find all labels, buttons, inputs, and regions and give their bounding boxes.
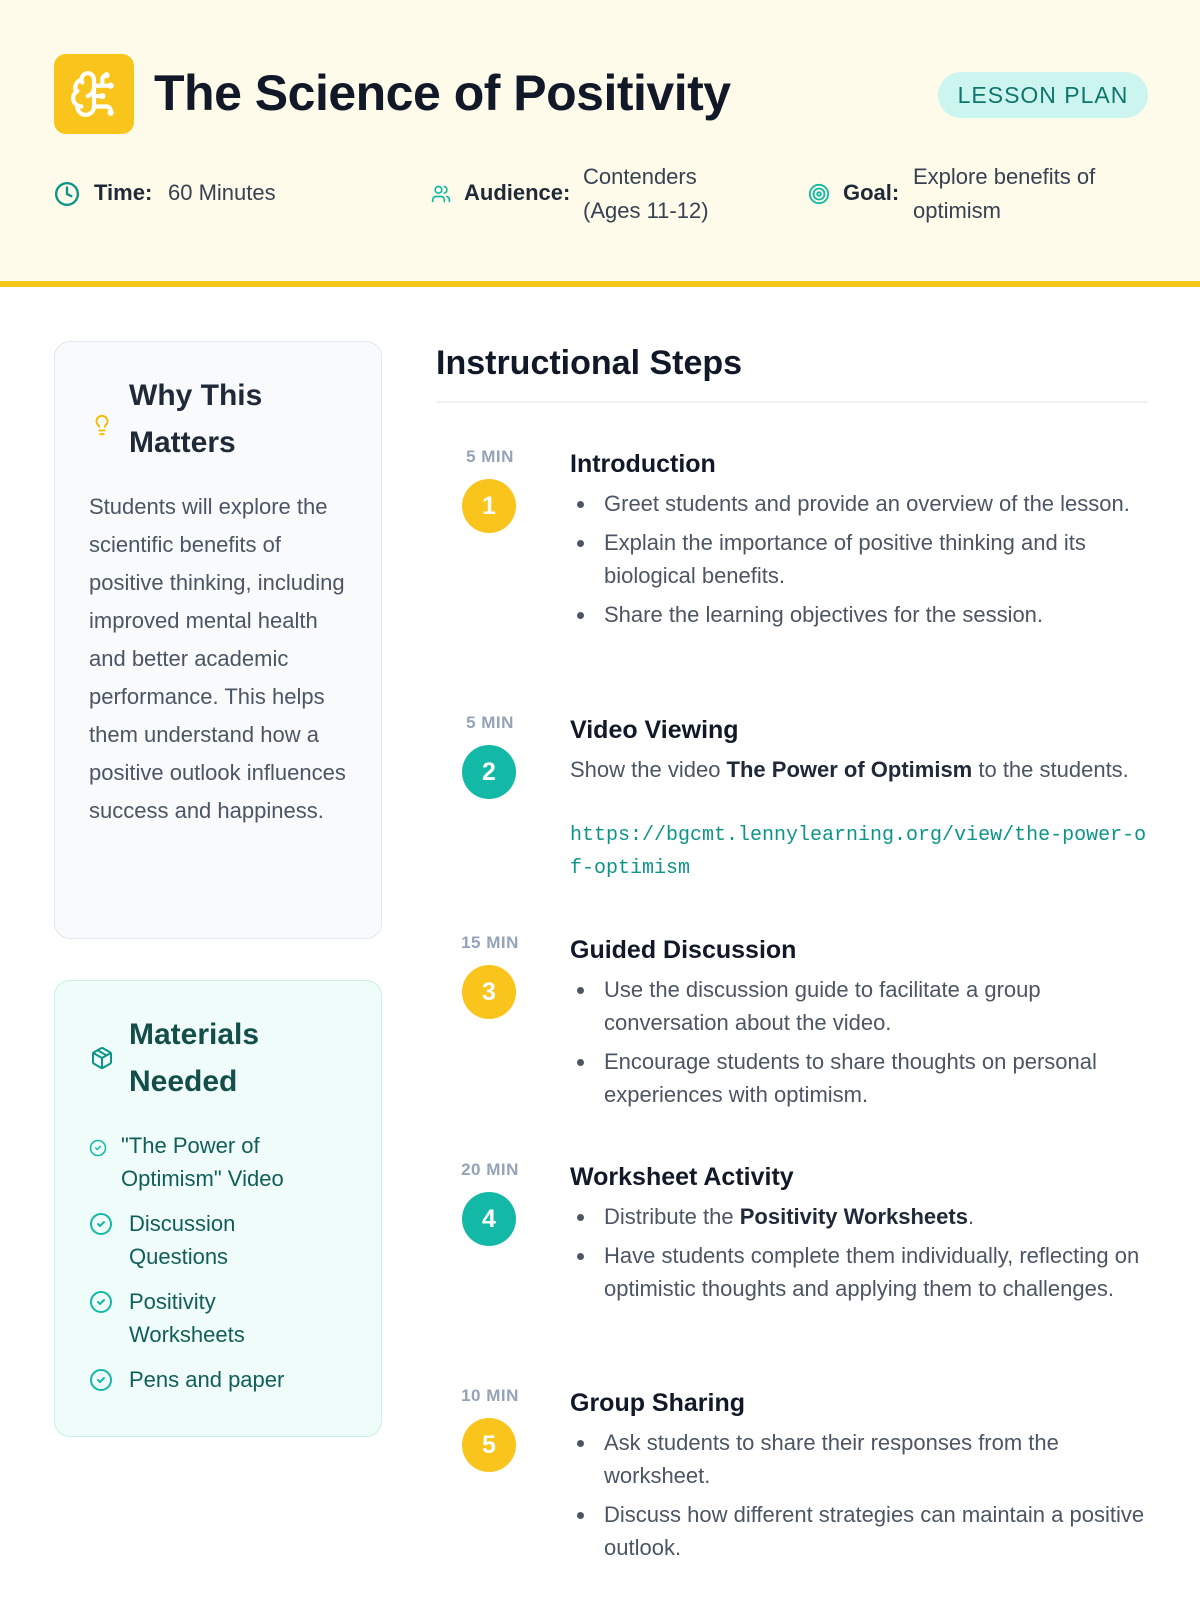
divider [436,401,1148,403]
goal-value: Explore benefits of optimism [913,164,1096,223]
lesson-header [0,0,1200,287]
step-duration: 5 MIN [466,447,514,466]
clock-icon [54,181,80,207]
step-duration: 5 MIN [466,713,514,732]
why-this-matters-card [54,341,382,939]
materials-card [54,980,382,1437]
list-item: Use the discussion guide to facilitate a group conversation about the video. [570,973,1148,1039]
why-text: Students will explore the scientific benefits of positive thinking, including improved mental health and better academic performance. This helps them understand how a positive outlook influences success and happiness. [89,494,346,823]
step-number: 3 [462,965,516,1019]
why-title: Why This Matters [129,379,263,459]
step-title: Introduction [570,450,716,478]
list-item: Share the learning objectives for the session. [570,598,1148,631]
materials-title: Materials Needed [129,1018,260,1098]
step-title: Guided Discussion [570,936,797,964]
material-item: Pens and paper [89,1363,359,1403]
step-title: Group Sharing [570,1389,745,1417]
list-item: Have students complete them individually, reflecting on optimistic thoughts and applying them to challenges. [570,1239,1148,1305]
step-video-viewing [436,713,1148,893]
target-icon [808,183,830,205]
step-title: Worksheet Activity [570,1163,794,1191]
check-circle-icon [89,1290,113,1319]
step-group-sharing [436,1386,1148,1586]
brain-icon [54,54,134,134]
check-circle-icon [89,1212,113,1241]
list-item: Greet students and provide an overview of the lesson. [570,487,1148,520]
step-duration: 15 MIN [461,933,519,952]
step-number: 1 [462,479,516,533]
list-item: Explain the importance of positive thinking and its biological benefits. [570,526,1148,592]
list-item: Encourage students to share thoughts on personal experiences with optimism. [570,1045,1148,1111]
lesson-plan-badge: LESSON PLAN [938,72,1148,118]
instructional-steps-title: Instructional Steps [436,344,743,382]
list-item: Ask students to share their responses from the worksheet. [570,1426,1148,1492]
step-number: 2 [462,745,516,799]
step-number: 4 [462,1192,516,1246]
step-bullets [570,1200,1148,1311]
audience-value: Contenders (Ages 11-12) [583,164,709,223]
list-item: Discuss how different strategies can maintain a positive outlook. [570,1498,1148,1564]
goal-label: Goal: [843,180,900,205]
step-bullets [570,1426,1148,1570]
audience-label: Audience: [464,180,571,205]
video-link[interactable]: https://bgcmt.lennylearning.org/view/the-power-of-optimism [570,824,1147,880]
step-duration: 10 MIN [461,1386,519,1405]
time-label: Time: [94,180,153,205]
step-guided-discussion [436,933,1148,1133]
package-icon [89,1043,115,1073]
step-title: Video Viewing [570,716,739,744]
lightbulb-icon [89,410,115,440]
step-introduction [436,447,1148,677]
check-circle-icon [89,1368,113,1397]
list-item: Distribute the Positivity Worksheets. [570,1200,1148,1233]
time-value: 60 Minutes [168,180,276,205]
step-duration: 20 MIN [461,1160,519,1179]
check-circle-icon [89,1139,107,1162]
step-number: 5 [462,1418,516,1472]
step-worksheet-activity [436,1160,1148,1360]
material-item: Discussion Questions [89,1207,359,1277]
users-icon [431,184,451,204]
step-bullets [570,973,1148,1117]
material-item: "The Power of Optimism" Video [89,1129,359,1199]
step-bullets [570,487,1148,637]
material-item: Positivity Worksheets [89,1285,359,1355]
page-title: The Science of Positivity [154,65,731,121]
step-text: Show the video The Power of Optimism to the students. [570,757,1129,782]
